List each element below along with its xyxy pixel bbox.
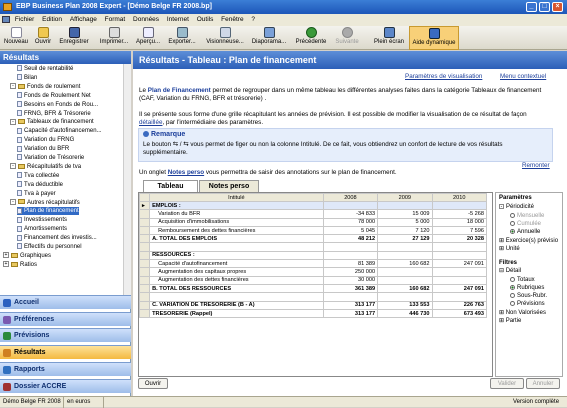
tree-item-label: Tva collectée [24,172,60,179]
tree-item-label: Financement des investis... [24,235,97,242]
table-row[interactable] [140,301,487,309]
preview-icon [143,27,154,38]
remark-text: Le bouton ⇆ / ⇆ vous permet de figer ou non la colonne Intitulé. De ce fait, vous obtiendrez un confort de lecture de vos résultats supplémentaire. [143,141,503,156]
tree-item-label: Capacité d'autofinancemen... [24,128,102,135]
folder-icon [18,119,25,124]
document-icon [17,137,22,143]
expand-icon[interactable]: + [4,252,8,259]
table-row[interactable] [140,260,487,268]
app-icon [3,3,12,11]
nav-button[interactable] [0,295,131,309]
non-valorisees-node[interactable]: ⊞ Non Valorisées [499,310,546,316]
tree-item-label: Besoins en Fonds de Rou... [24,101,99,108]
exercices-node[interactable]: ⊞ Exercice(s) prévisio [499,238,559,244]
new-icon [11,27,22,38]
tree-item[interactable] [17,136,74,144]
document-icon [17,226,22,232]
status-file: Démo Belge FR 2008 [0,397,64,408]
tree-item[interactable] [17,65,73,73]
row-selector[interactable] [140,301,150,309]
row-label: Variation du BFR [150,210,324,218]
folder-icon [11,253,18,258]
folder-icon [18,199,25,204]
table-row[interactable] [140,268,487,276]
row-selector-header [140,194,150,202]
row-label: C. VARIATION DE TRESORERIE (B - A) [150,301,324,309]
table-cell[interactable]: 313 177 [323,301,377,309]
tree-item-label: Fonds de roulement [27,83,81,90]
page-title: Résultats - Tableau : Plan de financement [133,51,567,69]
tab-strip [138,180,558,192]
menu-donnees[interactable]: Données [133,16,160,23]
document-icon [17,217,22,223]
financing-grid [138,192,493,377]
save-button[interactable]: Enregistrer [56,26,92,50]
nav-button-label: Prévisions [14,332,50,340]
tree-item[interactable] [17,243,82,251]
document-icon [17,146,22,152]
minimize-icon[interactable]: _ [526,2,537,12]
radio-previsions[interactable]: Prévisions [510,300,545,308]
column-header[interactable]: 2008 [323,194,377,202]
tree-item[interactable] [17,216,67,224]
menu-outils[interactable]: Outils [196,16,214,23]
tree-item-label: FRNG, BFR & Trésorerie [24,110,91,117]
menu-fenetre[interactable]: Fenêtre [221,16,244,23]
row-label [150,293,324,301]
document-icon [17,243,22,249]
notes-perso-link[interactable]: Notes perso [167,169,205,176]
table-cell[interactable]: 446 730 [378,309,432,317]
row-label: Remboursement des dettes financières [150,226,324,234]
table-cell[interactable] [432,202,486,210]
row-label: A. TOTAL DES EMPLOIS [150,235,324,243]
table-cell[interactable]: 361 389 [323,284,377,292]
document-icon [17,208,22,214]
export-button[interactable]: Exporter... [165,26,199,50]
nav-icon [3,332,11,340]
financing-table [139,193,487,318]
panel-title: Résultats [0,51,131,64]
menu-fichier[interactable]: Fichier [14,16,35,23]
table-cell[interactable]: 5 000 [378,218,432,226]
folder-icon [18,84,25,89]
column-header[interactable]: 2010 [432,194,486,202]
export-icon [177,27,188,38]
document-icon [17,65,22,71]
row-label [150,243,324,251]
column-header[interactable]: Intitulé [150,194,324,202]
table-cell[interactable] [378,276,432,284]
document-icon [17,128,22,134]
maximize-icon[interactable]: □ [539,2,550,12]
detail-link[interactable]: détaillée [139,119,163,126]
close-icon[interactable]: × [552,2,563,12]
table-row[interactable] [140,276,487,284]
radio-mensuelle[interactable]: Mensuelle [510,212,544,220]
scroll-up-link[interactable]: Remonter [522,162,550,169]
arrow-right-icon [342,27,353,38]
validate-button[interactable]: Valider [490,378,524,389]
viewer-button[interactable]: Visionneuse... [203,26,247,50]
fullscreen-icon [384,27,395,38]
status-currency: en euros [64,397,104,408]
detail-node[interactable]: ⊟ Détail [499,268,522,274]
nav-icon [3,299,11,307]
table-cell[interactable]: 160 682 [378,284,432,292]
table-cell[interactable]: 15 009 [378,210,432,218]
table-row[interactable] [140,293,487,301]
document-icon [17,181,22,187]
tree-item-label: Bilan [24,74,38,81]
column-header[interactable]: 2009 [378,194,432,202]
table-cell[interactable]: 20 328 [432,235,486,243]
help-icon [429,28,440,39]
document-icon [17,190,22,196]
radio-icon [510,293,515,298]
table-cell[interactable] [432,293,486,301]
table-cell[interactable]: 78 000 [323,218,377,226]
new-button[interactable]: Nouveau [2,26,30,50]
doc-menu-icon[interactable] [2,16,10,23]
row-selector[interactable] [140,268,150,276]
tree-item-label: Effectifs du personnel [24,244,82,250]
info-icon [143,131,149,137]
table-cell[interactable]: 226 763 [432,301,486,309]
tree-item[interactable] [17,110,91,118]
status-version: Version complète [513,399,560,405]
open-button[interactable]: Ouvrir [32,26,54,50]
table-cell[interactable]: 30 000 [323,276,377,284]
title-bar [0,0,567,14]
tree-item[interactable] [10,199,80,207]
table-row[interactable] [140,218,487,226]
radio-icon [510,221,515,226]
preview-button[interactable]: Aperçu... [133,26,163,50]
row-selector[interactable] [140,284,150,292]
tree-item[interactable] [17,154,84,162]
table-cell[interactable]: 5 045 [323,226,377,234]
table-cell[interactable] [378,251,432,259]
row-label: Augmentation des dettes financières [150,276,324,284]
next-button[interactable]: Suivante [332,26,362,50]
tree-item[interactable] [17,127,102,135]
menu-format[interactable]: Format [104,16,126,23]
tree-item[interactable] [17,101,98,109]
row-selector[interactable] [140,235,150,243]
table-row[interactable] [140,284,487,292]
radio-cumulee[interactable]: Cumulée [510,220,541,228]
tree-item[interactable] [17,234,97,242]
intro-paragraph: Le Plan de Financement permet de regrouper dans un même tableau les différentes analyses faites dans la catégorie Tableaux de financement (CAF, Variation du FRNG, BFR et trésorerie) . [139,87,542,102]
printer-icon [109,27,120,38]
slideshow-button[interactable]: Diaporama... [248,26,290,50]
viewer-icon [220,27,231,38]
tree-item[interactable] [17,145,69,153]
radio-icon [510,277,515,282]
results-tree [0,64,123,295]
tree-item[interactable] [17,207,79,215]
arrow-left-icon [306,27,317,38]
tree-item[interactable] [10,118,94,126]
table-cell[interactable] [378,243,432,251]
tree-item[interactable] [17,190,56,198]
table-cell[interactable]: 247 091 [432,260,486,268]
tree-item-label: Tva à payer [24,190,56,197]
collapse-icon[interactable]: - [10,163,16,169]
collapse-icon[interactable]: - [10,119,16,125]
radio-icon [510,213,515,218]
dynamic-help-button[interactable]: Aide dynamique [409,26,459,50]
row-selector[interactable] [140,226,150,234]
tree-item[interactable] [17,181,63,189]
table-cell[interactable]: -5 268 [432,210,486,218]
document-icon [17,101,22,107]
save-icon [69,27,80,38]
nav-button-label: Dossier ACCRE [14,382,67,390]
row-selector[interactable] [140,260,150,268]
row-selector[interactable] [140,276,150,284]
table-cell[interactable] [432,268,486,276]
visualization-params-link[interactable]: Paramètres de visualisation [405,73,483,80]
menu-affichage[interactable]: Affichage [69,16,97,23]
row-label: RESSOURCES : [150,251,324,259]
table-cell[interactable]: 18 000 [432,218,486,226]
nav-button-label: Préférences [14,315,55,323]
table-header [140,194,487,202]
row-label: Augmentation des capitaux propres [150,268,324,276]
slideshow-icon [264,27,275,38]
notes-paragraph: Un onglet Notes perso vous permettra de saisir des annotations sur le plan de financement. [139,169,397,176]
table-cell[interactable]: 48 212 [323,235,377,243]
menu-bar [0,14,567,26]
radio-totaux[interactable]: Totaux [510,276,535,284]
document-icon [17,154,22,160]
tree-item-label: Fonds de Roulement Net [24,92,91,99]
main-content [133,51,567,396]
periodicite-node[interactable]: - Périodicité [500,204,535,210]
radio-annuelle[interactable]: Annuelle [510,228,540,236]
open-button-bottom[interactable]: Ouvrir [138,378,168,389]
filters-title: Filtres [499,260,518,266]
radio-selected-icon [510,285,515,290]
row-label: EMPLOIS : [150,202,324,210]
table-cell[interactable]: 133 553 [378,301,432,309]
detail-paragraph: Il se présente sous forme d'une grille récapitulant les années de prévision. Il est possible de modifier la visualisation de ce résultat de façon détaillée, par l'intermédiaire des paramètres. [139,111,527,126]
table-cell[interactable] [432,276,486,284]
tree-item[interactable] [17,92,91,100]
table-row[interactable] [140,226,487,234]
intro-bold: Plan de Financement [147,87,211,94]
table-cell[interactable]: 247 091 [432,284,486,292]
table-cell[interactable]: -34 833 [323,210,377,218]
row-label: B. TOTAL DES RESSOURCES [150,284,324,292]
table-cell[interactable] [323,243,377,251]
tree-item[interactable] [3,261,37,269]
nav-icon [3,383,11,391]
previous-button[interactable]: Précédente [294,26,328,50]
table-cell[interactable]: 81 389 [323,260,377,268]
parameters-panel [495,192,563,377]
tree-item[interactable] [17,225,67,233]
table-cell[interactable] [323,202,377,210]
collapse-icon[interactable]: - [10,199,16,205]
menu-help[interactable]: ? [251,16,256,23]
nav-button[interactable] [0,362,131,376]
tree-item-label: Variation du BFR [24,146,70,153]
nav-button[interactable] [0,328,131,342]
row-selector[interactable] [140,210,150,218]
tree-item-label: Tva déductible [24,181,64,188]
row-selector[interactable] [140,218,150,226]
nav-button[interactable] [0,312,131,326]
remark-title: Remarque [143,131,185,139]
table-row[interactable] [140,243,487,251]
table-cell[interactable] [432,243,486,251]
table-cell[interactable] [378,268,432,276]
tree-item-label: Ratios [20,261,38,268]
table-row[interactable] [140,251,487,259]
table-cell[interactable]: 313 177 [323,309,377,317]
table-cell[interactable]: 7 120 [378,226,432,234]
status-bar [0,396,567,407]
cancel-button[interactable]: Annuler [526,378,560,389]
table-cell[interactable] [378,293,432,301]
table-cell[interactable]: 673 493 [432,309,486,317]
tree-item-label: Tableaux de financement [27,119,94,126]
nav-button-label: Résultats [14,349,46,357]
document-icon [17,235,22,241]
document-icon [17,92,22,98]
tree-item-label: Plan de financement [24,208,79,215]
nav-icon [3,349,11,357]
tree-item-label: Investissements [24,217,68,224]
expand-icon[interactable]: + [4,261,8,268]
document-icon [17,74,22,80]
table-row[interactable] [140,202,487,210]
tree-item[interactable] [10,163,81,171]
row-selector[interactable]: ▸ [140,202,150,210]
table-row[interactable] [140,210,487,218]
window-title: EBP Business Plan 2008 Expert - [Démo Belge FR 2008.bp] [16,3,212,10]
nav-button[interactable] [0,379,131,393]
tree-item-label: Variation du FRNG [24,137,75,144]
nav-button-label: Accueil [14,299,39,306]
radio-icon [510,301,515,306]
tree-item-label: Seuil de rentabilité [24,66,74,72]
print-button[interactable]: Imprimer... [96,26,132,50]
open-folder-icon [38,27,49,38]
tree-item-label: Amortissements [24,226,68,233]
row-selector[interactable] [140,309,150,317]
context-menu-link[interactable]: Menu contextuel [500,73,547,80]
unite-node[interactable]: ⊞ Unité [499,246,520,252]
radio-selected-icon [510,229,515,234]
table-cell[interactable] [323,251,377,259]
radio-rubriques[interactable]: Rubriques [510,284,544,292]
row-selector[interactable] [140,243,150,251]
tab-tableau[interactable]: Tableau [143,180,198,193]
radio-sous-rubriques[interactable]: Sous-Rubr. [510,292,547,300]
table-cell[interactable] [323,293,377,301]
menu-edition[interactable]: Edition [42,16,63,23]
table-row[interactable] [140,309,487,317]
table-cell[interactable] [378,202,432,210]
tree-item-label: Graphiques [20,252,52,259]
table-row[interactable] [140,235,487,243]
remark-box [138,128,553,162]
folder-icon [11,262,18,267]
table-cell[interactable] [432,251,486,259]
tree-item-label: Récapitulatifs de tva [27,163,82,170]
row-selector[interactable] [140,293,150,301]
nav-button-label: Rapports [14,365,45,373]
tree-item-label: Autres récapitulatifs [27,199,80,206]
partie-node[interactable]: ⊞ Partie [499,318,522,324]
tree-item[interactable] [10,83,80,91]
row-label: Acquisition d'immobilisations [150,218,324,226]
table-cell[interactable]: 7 596 [432,226,486,234]
fullscreen-button[interactable]: Plein écran [370,26,408,50]
table-cell[interactable]: 27 129 [378,235,432,243]
tab-notes-perso[interactable]: Notes perso [199,180,259,192]
document-icon [17,110,22,116]
tree-item[interactable] [17,172,59,180]
row-selector[interactable] [140,251,150,259]
toolbar [0,26,567,50]
table-cell[interactable]: 160 682 [378,260,432,268]
row-label: TRESORERIE (Rappel) [150,309,324,317]
collapse-icon[interactable]: - [10,83,16,89]
tree-item[interactable] [17,74,37,82]
tree-item[interactable] [3,252,51,260]
tree-item-label: Variation de Trésorerie [24,155,85,161]
document-icon [17,172,22,178]
tree-scrollbar[interactable] [123,64,131,295]
folder-icon [18,164,25,169]
row-label: Capacité d'autofinancement [150,260,324,268]
nav-button[interactable] [0,345,131,359]
menu-internet[interactable]: Internet [166,16,189,23]
params-title: Paramètres [499,195,532,201]
table-cell[interactable]: 250 000 [323,268,377,276]
results-panel [0,51,131,396]
nav-icon [3,316,11,324]
nav-icon [3,366,11,374]
